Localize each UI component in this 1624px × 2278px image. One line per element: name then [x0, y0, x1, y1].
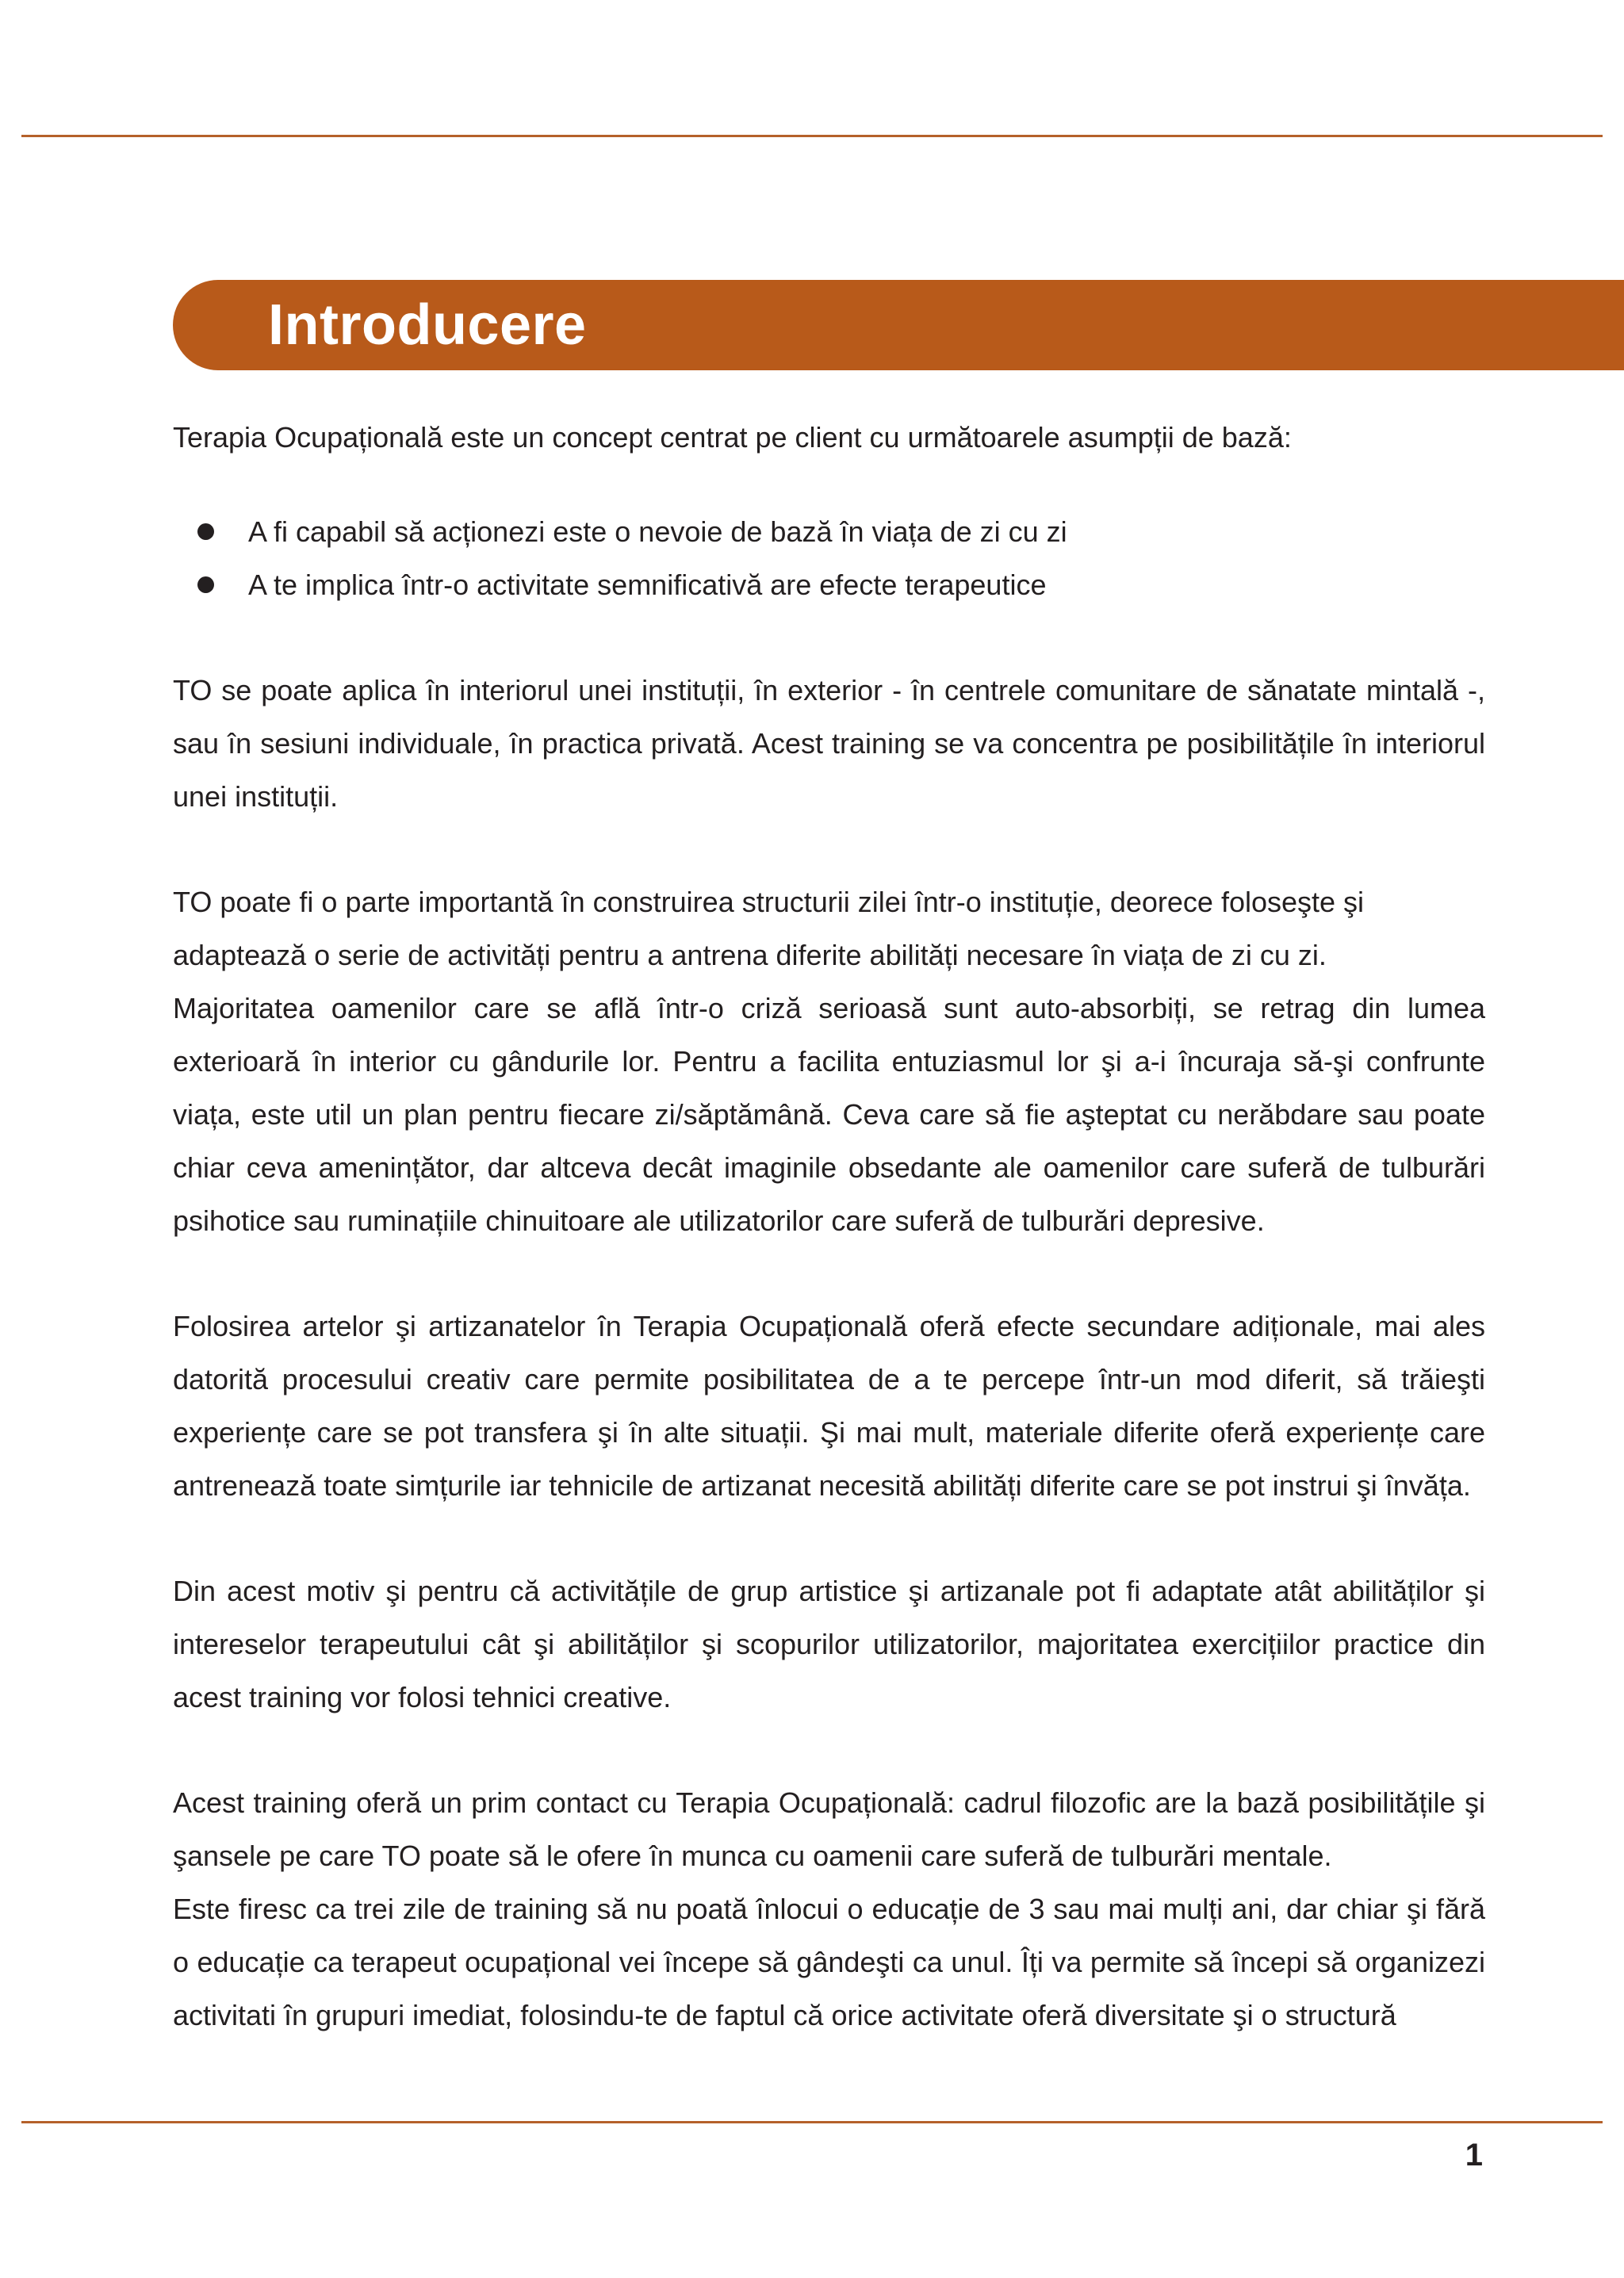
paragraph: Majoritatea oamenilor care se află într-o criză serioasă sunt auto-absorbiți, se retrag din lumea exterioară în interior cu gândurile lor. Pentru a facilita entuziasmul lor şi a-i încuraja să-şi confrunte viața, este util un plan pentru fiecare zi/săptămână. Ceva care să fie aşteptat cu nerăbdare sau poate chiar ceva amenințător, dar altceva decât imaginile obsedante ale oamenilor care suferă de tulburări psihotice sau ruminațiile chinuitoare ale utilizatorilor care suferă de tulburări depresive. — [173, 992, 1485, 1237]
list-item-text: A fi capabil să acționezi este o nevoie de bază în viața de zi cu zi — [248, 515, 1067, 548]
page-number: 1 — [1465, 2138, 1483, 2173]
paragraph: TO se poate aplica în interiorul unei instituții, în exterior - în centrele comunitare de sănatate mintală -, sau în sesiuni individuale, în practica privată. Acest training se va concentra pe posibilitățile în interiorul unei instituții. — [173, 674, 1485, 813]
top-divider — [21, 135, 1603, 137]
paragraph: Folosirea artelor şi artizanatelor în Terapia Ocupațională oferă efecte secundare adiționale, mai ales datorită procesului creativ care permite posibilitatea de a te percepe într-un mod diferit, să trăieşti experiențe care se pot transfera şi în alte situații. Şi mai mult, materiale diferite oferă experiențe care antrenează toate simțurile iar tehnicile de artizanat necesită abilități diferite care se pot instrui şi învăța. — [173, 1310, 1485, 1502]
paragraph: Este firesc ca trei zile de training să nu poată înlocui o educație de 3 sau mai mulți ani, dar chiar şi fără o educație ca terapeut ocupațional vei începe să gândeşti ca unul. Îți va permite să începi să organizezi activitati în grupuri imediat, folosindu-te de faptul că orice activitate oferă diversitate şi o structură — [173, 1893, 1485, 2031]
intro-paragraph: Terapia Ocupațională este un concept centrat pe client cu următoarele asumpții de bază: — [173, 421, 1292, 454]
paragraph: Din acest motiv şi pentru că activitățile de grup artistice şi artizanale pot fi adaptate atât abilităților şi intereselor terapeutului cât şi abilităților şi scopurilor utilizatorilor, majoritatea exercițiilor practice din acest training vor folosi tehnici creative. — [173, 1575, 1485, 1713]
list-item-text: A te implica într-o activitate semnificativă are efecte terapeutice — [248, 569, 1047, 601]
paragraph: Acest training oferă un prim contact cu Terapia Ocupațională: cadrul filozofic are la bază posibilitățile şi şansele pe care TO poate să le ofere în munca cu oamenii care suferă de tulburări mentale. — [173, 1786, 1485, 1872]
section-title: Introducere — [268, 293, 587, 357]
bullet-icon — [197, 576, 214, 593]
bullet-icon — [197, 523, 214, 540]
bottom-divider — [21, 2121, 1603, 2123]
section-banner — [173, 280, 1624, 370]
paragraph: TO poate fi o parte importantă în construirea structurii zilei într-o instituție, deorece foloseşte şi adaptează o serie de activități pentru a antrena diferite abilități necesare în viața de zi cu zi. — [173, 886, 1365, 971]
assumptions-list — [173, 505, 1485, 611]
list-item — [173, 505, 1485, 558]
page-content — [173, 411, 1485, 2042]
list-item — [173, 558, 1485, 611]
